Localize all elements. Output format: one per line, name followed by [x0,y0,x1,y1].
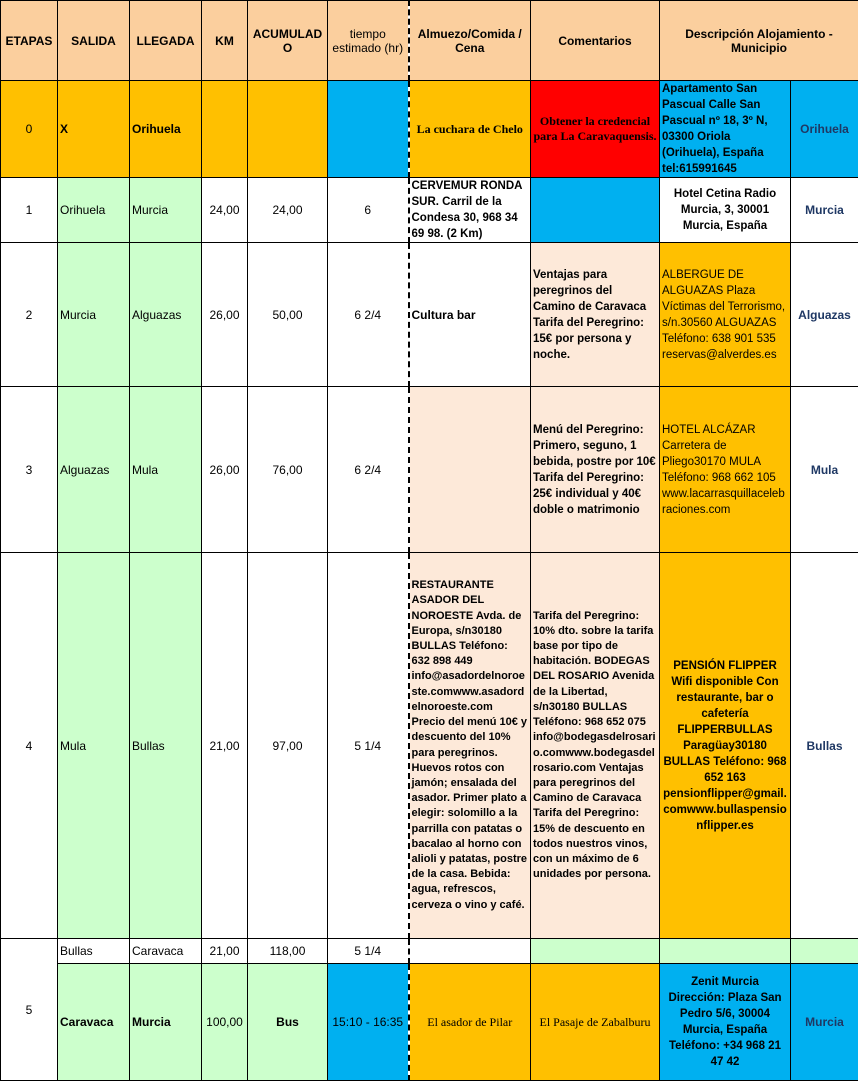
cell-llegada: Caravaca [130,939,202,964]
cell-llegada: Alguazas [130,243,202,387]
cell-comentarios: Obtener la credencial para La Caravaquensis. [531,81,660,178]
cell-alojamiento-empty [660,939,791,964]
cell-alojamiento: PENSIÓN FLIPPER Wifi disponible Con restaurante, bar o cafetería FLIPPERBULLAS Paragüay30180 BULLAS Teléfono: 968 652 163 pensionflipper@gmail.comwww.bullaspensionflipper.es [660,553,791,939]
cell-acumulado: 76,00 [248,387,328,553]
cell-salida: X [58,81,130,178]
cell-comentarios: El Pasaje de Zabalburu [531,964,660,1081]
table-row [1,243,858,387]
cell-tiempo: 6 2/4 [328,243,409,387]
cell-acumulado: Bus [248,964,328,1081]
cell-llegada: Bullas [130,553,202,939]
cell-salida: Murcia [58,243,130,387]
cell-municipio-empty [791,939,858,964]
cell-comentarios [531,178,660,243]
cell-alojamiento: Hotel Cetina Radio Murcia, 3, 30001 Murcia, España [660,178,791,243]
cell-km: 26,00 [202,243,248,387]
cell-acumulado: 24,00 [248,178,328,243]
cell-alojamiento: ALBERGUE DE ALGUAZAS Plaza Víctimas del Terrorismo, s/n.30560 ALGUAZAS Teléfono: 638 901 535 reservas@alverdes.es [660,243,791,387]
cell-comida: RESTAURANTE ASADOR DEL NOROESTE Avda. de Europa, s/n30180 BULLAS Teléfono: 632 898 449 info@asadordelnoroeste.comwww.asadordelnoroeste.com Precio del menú 10€ y descuento del 10% para peregrinos. Huevos rotos con jamón; ensalada del asador. Primer plato a elegir: solomillo a la parrilla con patatas o bacalao al horno con alioli y patatas, postre de la casa. Bebida: agua, refrescos, cerveza o vino y café. [409,553,531,939]
header-row [1,1,858,81]
header-llegada: LLEGADA [130,1,202,81]
cell-municipio: Orihuela [791,81,858,178]
header-tiempo: tiempo estimado (hr) [328,1,409,81]
cell-municipio: Murcia [791,178,858,243]
cell-comida: CERVEMUR RONDA SUR. Carril de la Condesa 30, 968 34 69 98. (2 Km) [409,178,531,243]
cell-tiempo: 5 1/4 [328,553,409,939]
cell-salida: Alguazas [58,387,130,553]
cell-comentarios: Tarifa del Peregrino: 10% dto. sobre la tarifa base por tipo de habitación. BODEGAS DEL ROSARIO Avenida de la Libertad, s/n30180 BULLAS Teléfono: 968 652 075 info@bodegasdelrosario.comwww.bodegasdelrosario.com Ventajas para peregrinos del Camino de Caravaca Tarifa del Peregrino: 15% de descuento en todos nuestros vinos, con un máximo de 6 unidades por persona. [531,553,660,939]
cell-municipio: Bullas [791,553,858,939]
header-etapas: ETAPAS [1,1,58,81]
cell-salida: Mula [58,553,130,939]
cell-etapa: 4 [1,553,58,939]
header-comida: Almuezo/Comida / Cena [409,1,531,81]
table-row [1,81,858,178]
cell-etapa: 0 [1,81,58,178]
cell-tiempo [328,81,409,178]
cell-comida-empty [409,939,531,964]
cell-tiempo: 6 2/4 [328,387,409,553]
cell-municipio: Mula [791,387,858,553]
cell-tiempo: 15:10 - 16:35 [328,964,409,1081]
cell-comentarios-empty [531,939,660,964]
cell-alojamiento: HOTEL ALCÁZAR Carretera de Pliego30170 MULA Teléfono: 968 662 105 www.lacarrasquillacelebraciones.com [660,387,791,553]
cell-alojamiento: Zenit Murcia Dirección: Plaza San Pedro 5/6, 30004 Murcia, España Teléfono: +34 968 21 47 42 [660,964,791,1081]
cell-comentarios: Ventajas para peregrinos del Camino de Caravaca Tarifa del Peregrino: 15€ por persona y noche. [531,243,660,387]
cell-comentarios: Menú del Peregrino: Primero, seguno, 1 bebida, postre por 10€ Tarifa del Peregrino: 25€ individual y 40€ doble o matrimonio [531,387,660,553]
cell-comida: La cuchara de Chelo [409,81,531,178]
cell-tiempo: 6 [328,178,409,243]
cell-km: 21,00 [202,939,248,964]
cell-comida: El asador de Pilar [409,964,531,1081]
header-km: KM [202,1,248,81]
cell-acumulado: 118,00 [248,939,328,964]
header-alojamiento: Descripción Alojamiento - Municipio [660,1,858,81]
header-comentarios: Comentarios [531,1,660,81]
table-row [1,178,858,243]
cell-comida [409,387,531,553]
cell-llegada: Orihuela [130,81,202,178]
cell-llegada: Murcia [130,178,202,243]
cell-acumulado [248,81,328,178]
cell-salida: Bullas [58,939,130,964]
table-row [1,387,858,553]
cell-llegada: Mula [130,387,202,553]
header-acumulado: ACUMULADO [248,1,328,81]
cell-alojamiento: Apartamento San Pascual Calle San Pascual nº 18, 3º N, 03300 Oriola (Orihuela), España tel:615991645 [660,81,791,178]
cell-municipio: Murcia [791,964,858,1081]
cell-etapa: 5 [1,939,58,1081]
cell-etapa: 1 [1,178,58,243]
header-salida: SALIDA [58,1,130,81]
cell-km: 24,00 [202,178,248,243]
table-row [1,553,858,939]
cell-km: 100,00 [202,964,248,1081]
cell-salida: Caravaca [58,964,130,1081]
cell-tiempo: 5 1/4 [328,939,409,964]
cell-km: 21,00 [202,553,248,939]
cell-km: 26,00 [202,387,248,553]
cell-municipio: Alguazas [791,243,858,387]
cell-etapa: 2 [1,243,58,387]
cell-acumulado: 50,00 [248,243,328,387]
cell-km [202,81,248,178]
cell-acumulado: 97,00 [248,553,328,939]
table-row [1,939,858,964]
cell-comida: Cultura bar [409,243,531,387]
cell-llegada: Murcia [130,964,202,1081]
table-row [1,964,858,1081]
cell-etapa: 3 [1,387,58,553]
cell-salida: Orihuela [58,178,130,243]
